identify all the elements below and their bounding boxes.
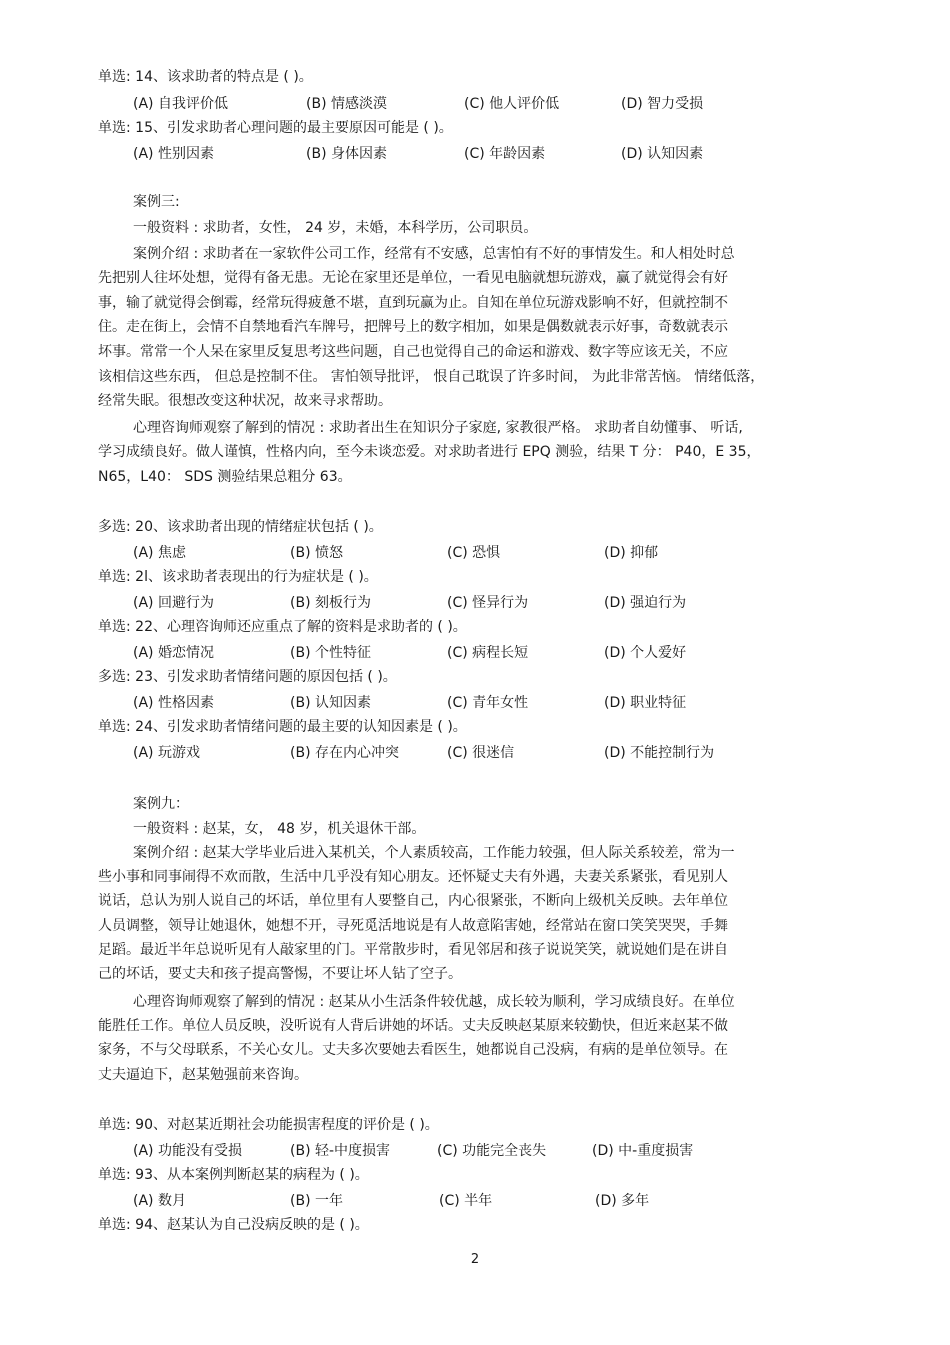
case-intro-line: 经常失眠。很想改变这种状况，故来寻求帮助。 — [98, 393, 392, 409]
question-stem: 单选: 14、该求助者的特点是 ( )。 — [98, 69, 313, 85]
case-title: 案例九： — [133, 796, 189, 812]
option-a: (A) 数月 — [133, 1193, 186, 1209]
option-b: (B) 认知因素 — [290, 695, 371, 711]
case-observation-line: N65，L40： SDS 测验结果总粗分 63。 — [98, 469, 352, 485]
option-a: (A) 回避行为 — [133, 595, 214, 611]
option-d: (D) 强迫行为 — [604, 595, 687, 611]
question-stem: 多选: 20、该求助者出现的情绪症状包括 ( )。 — [98, 519, 383, 535]
case-intro-line: 些小事和同事闹得不欢而散，生活中几乎没有知心朋友。还怀疑丈夫有外遇，夫妻关系紧张，看见别人 — [98, 869, 728, 885]
option-a: (A) 自我评价低 — [133, 96, 228, 112]
option-b: (B) 一年 — [290, 1193, 343, 1209]
option-b: (B) 刻板行为 — [290, 595, 371, 611]
case-observation-line: 丈夫逼迫下，赵某勉强前来咨询。 — [98, 1067, 308, 1083]
option-c: (C) 青年女性 — [447, 695, 529, 711]
question-stem: 单选: 15、引发求助者心理问题的最主要原因可能是 ( )。 — [98, 120, 453, 136]
question-stem: 单选: 90、对赵某近期社会功能损害程度的评价是 ( )。 — [98, 1117, 439, 1133]
case-general-info: 一般资料 : 求助者，女性， 24 岁，未婚，本科学历，公司职员。 — [133, 220, 538, 236]
option-b: (B) 存在内心冲突 — [290, 745, 399, 761]
page-number: 2 — [470, 1252, 480, 1267]
case-intro-line: 案例介绍 : 求助者在一家软件公司工作，经常有不安感，总害怕有不好的事情发生。和人相处时总 — [133, 246, 735, 262]
case-intro-line: 说话，总认为别人说自己的坏话，单位里有人要整自己，内心很紧张，不断向上级机关反映。去年单位 — [98, 893, 728, 909]
option-c: (C) 病程长短 — [447, 645, 529, 661]
option-d: (D) 智力受损 — [621, 96, 704, 112]
option-a: (A) 焦虑 — [133, 545, 186, 561]
case-general-info: 一般资料 : 赵某，女， 48 岁，机关退休干部。 — [133, 821, 426, 837]
case-intro-line: 己的坏话，要丈夫和孩子提高警惕，不要让坏人钻了空子。 — [98, 966, 462, 982]
option-d: (D) 中-重度损害 — [592, 1143, 694, 1159]
case-observation-line: 能胜任工作。单位人员反映，没听说有人背后讲她的坏话。丈夫反映赵某原来较勤快，但近来赵某不做 — [98, 1018, 728, 1034]
option-d: (D) 认知因素 — [621, 146, 704, 162]
case-intro-line: 人员调整，领导让她退休，她想不开，寻死觅活地说是有人故意陷害她，经常站在窗口笑笑哭哭，手舞 — [98, 918, 728, 934]
option-b: (B) 身体因素 — [306, 146, 387, 162]
option-c: (C) 怪异行为 — [447, 595, 529, 611]
question-stem: 单选: 2l、该求助者表现出的行为症状是 ( )。 — [98, 569, 378, 585]
option-d: (D) 抑郁 — [604, 545, 659, 561]
option-d: (D) 不能控制行为 — [604, 745, 715, 761]
case-title: 案例三: — [133, 194, 180, 210]
question-stem: 单选: 94、赵某认为自己没病反映的是 ( )。 — [98, 1217, 369, 1233]
option-c: (C) 恐惧 — [447, 545, 501, 561]
case-intro-line: 案例介绍 : 赵某大学毕业后进入某机关，个人素质较高，工作能力较强，但人际关系较差，常为一 — [133, 845, 735, 861]
option-c: (C) 他人评价低 — [464, 96, 560, 112]
case-intro-line: 事，输了就觉得会倒霉，经常玩得疲惫不堪，直到玩赢为止。自知在单位玩游戏影响不好，但就控制不 — [98, 295, 728, 311]
option-c: (C) 功能完全丧失 — [437, 1143, 547, 1159]
case-observation-line: 学习成绩良好。做人谨慎，性格内向，至今未谈恋爱。对求助者进行 EPQ 测验，结果 T 分： P40，E 35， — [98, 444, 761, 460]
case-observation-line: 家务，不与父母联系，不关心女儿。丈夫多次要她去看医生，她都说自己没病，有病的是单位领导。在 — [98, 1042, 728, 1058]
question-stem: 单选: 22、心理咨询师还应重点了解的资料是求助者的 ( )。 — [98, 619, 467, 635]
case-observation-line: 心理咨询师观察了解到的情况 : 求助者出生在知识分子家庭, 家教很严格。 求助者自幼懂事、 听话, — [133, 420, 743, 436]
question-stem: 多选: 23、引发求助者情绪问题的原因包括 ( )。 — [98, 669, 397, 685]
option-a: (A) 玩游戏 — [133, 745, 200, 761]
option-b: (B) 个性特征 — [290, 645, 371, 661]
option-b: (B) 愤怒 — [290, 545, 343, 561]
case-intro-line: 该相信这些东西， 但总是控制不住。 害怕领导批评， 恨自己耽误了许多时间， 为此非常苦恼。 情绪低落， — [98, 369, 765, 385]
case-observation-line: 心理咨询师观察了解到的情况 : 赵某从小生活条件较优越，成长较为顺利，学习成绩良好。在单位 — [133, 994, 735, 1010]
option-c: (C) 很迷信 — [447, 745, 515, 761]
option-c: (C) 半年 — [439, 1193, 493, 1209]
case-intro-line: 住。走在街上，会情不自禁地看汽车牌号，把牌号上的数字相加，如果是偶数就表示好事，奇数就表示 — [98, 319, 728, 335]
option-a: (A) 功能没有受损 — [133, 1143, 242, 1159]
option-d: (D) 职业特征 — [604, 695, 687, 711]
option-b: (B) 轻-中度损害 — [290, 1143, 391, 1159]
question-stem: 单选: 24、引发求助者情绪问题的最主要的认知因素是 ( )。 — [98, 719, 467, 735]
option-b: (B) 情感淡漠 — [306, 96, 387, 112]
option-a: (A) 婚恋情况 — [133, 645, 214, 661]
case-intro-line: 坏事。常常一个人呆在家里反复思考这些问题，自己也觉得自己的命运和游戏、数字等应该无关，不应 — [98, 344, 728, 360]
option-d: (D) 多年 — [595, 1193, 650, 1209]
option-a: (A) 性格因素 — [133, 695, 214, 711]
option-d: (D) 个人爱好 — [604, 645, 687, 661]
case-intro-line: 先把别人往坏处想，觉得有备无患。无论在家里还是单位，一看见电脑就想玩游戏，赢了就觉得会有好 — [98, 270, 728, 286]
case-intro-line: 足蹈。最近半年总说听见有人敲家里的门。平常散步时，看见邻居和孩子说说笑笑，就说她们是在讲自 — [98, 942, 728, 958]
question-stem: 单选: 93、从本案例判断赵某的病程为 ( )。 — [98, 1167, 369, 1183]
option-c: (C) 年龄因素 — [464, 146, 546, 162]
option-a: (A) 性别因素 — [133, 146, 214, 162]
